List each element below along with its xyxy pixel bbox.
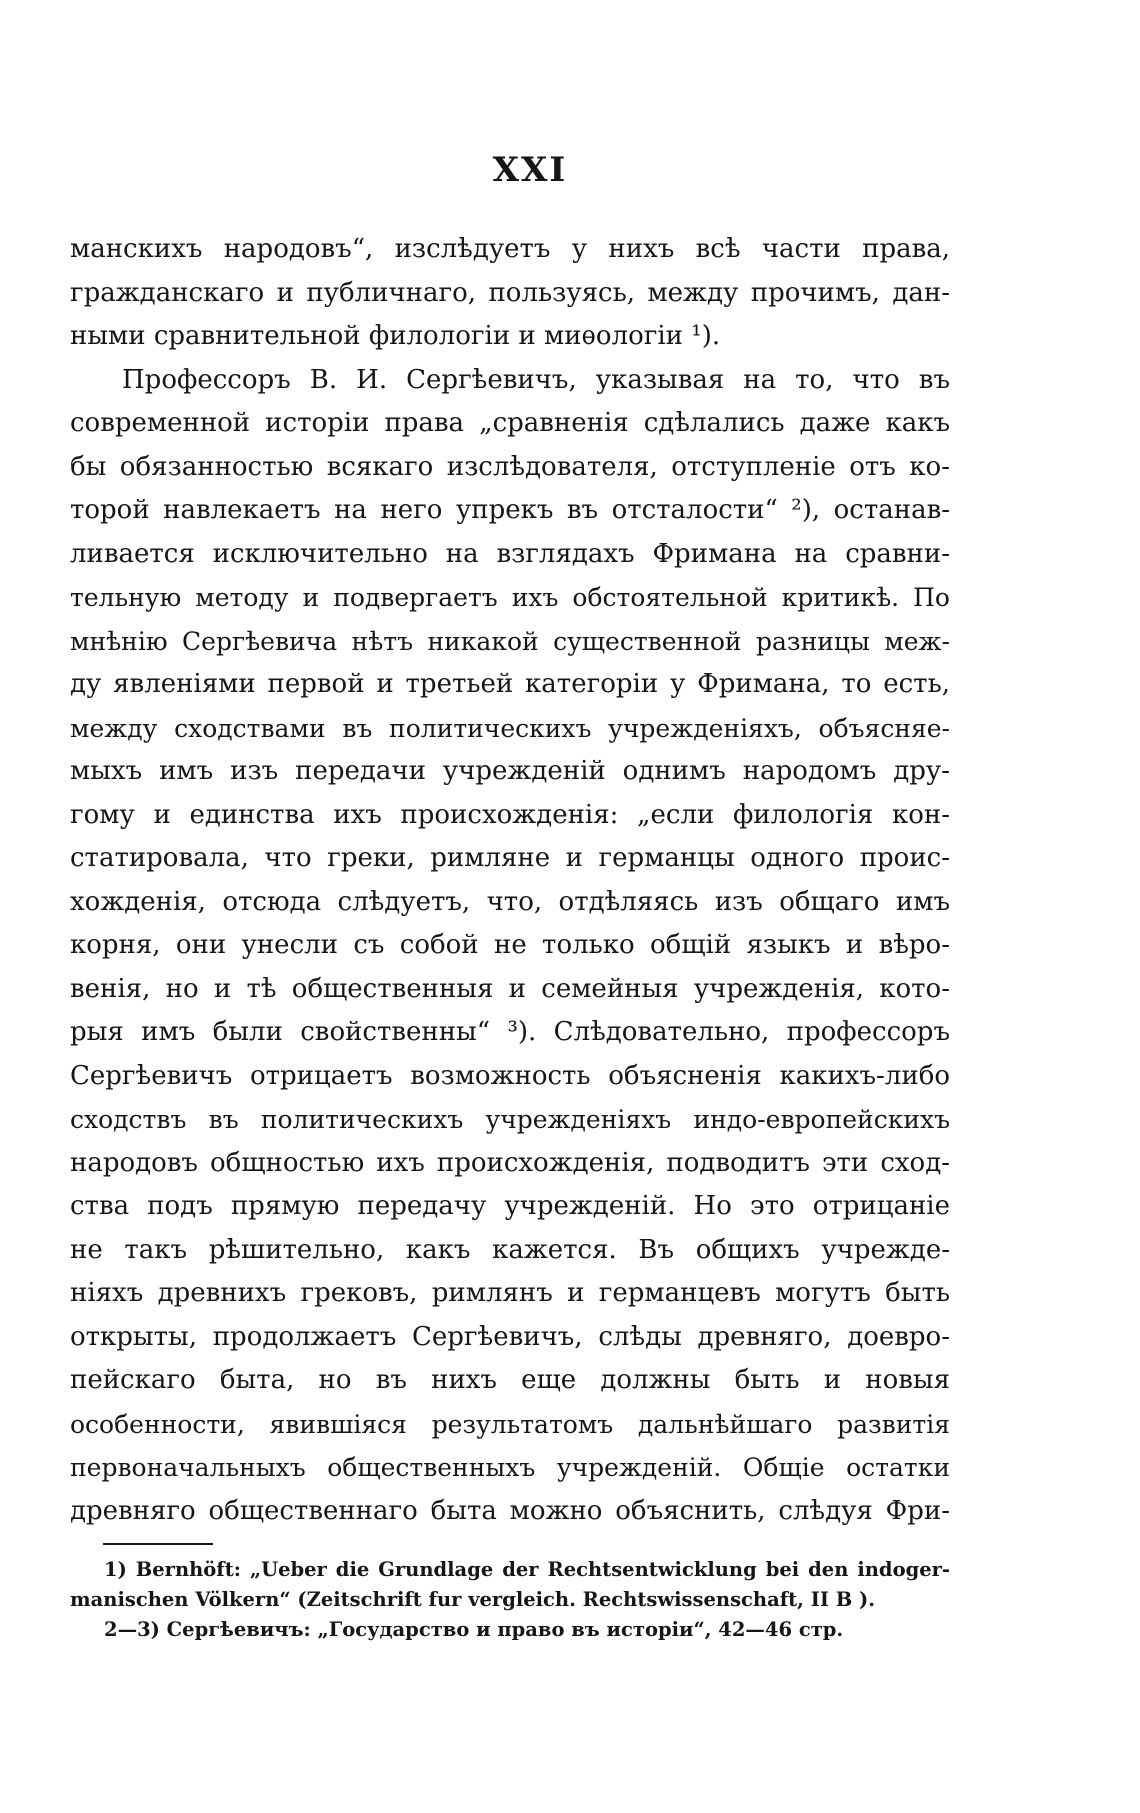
text-line: между сходствами въ политическихъ учрежденіяхъ, объясняе- [70, 713, 950, 743]
text-line: рыя имъ были свойственны“ ³). Слѣдовательно, профессоръ [70, 1017, 950, 1047]
text-line: хожденія, отсюда слѣдуетъ, что, отдѣляясь изъ общаго имъ [70, 886, 950, 917]
text-line: венія, но и тѣ общественныя и семейныя учрежденія, кото- [70, 973, 950, 1004]
text-line: бы обязанностью всякаго изслѣдователя, отступленіе отъ ко- [70, 451, 950, 482]
text-line: торой навлекаетъ на него упрекъ въ отсталости“ ²), останав- [70, 495, 950, 525]
page-number: XXI [492, 150, 568, 190]
text-line: мнѣнію Сергѣевича нѣтъ никакой существенной разницы меж- [70, 626, 950, 656]
text-line: ства подъ прямую передачу учрежденій. Но это отрицаніе [70, 1191, 950, 1221]
text-line: тельную методу и подвергаетъ ихъ обстоятельной критикѣ. По [70, 583, 950, 612]
text-line: корня, они унесли съ собой не только общій языкъ и вѣро- [70, 930, 950, 960]
text-line: пейскаго быта, но въ нихъ еще должны быть и новыя [70, 1365, 950, 1395]
footnotes [70, 1555, 950, 1645]
text-line: гому и единства ихъ происхожденія: „если филологія кон- [70, 799, 950, 830]
text-line: открыты, продолжаетъ Сергѣевичъ, слѣды древняго, доевро- [70, 1321, 950, 1352]
text-line: сходствъ въ политическихъ учрежденіяхъ индо-европейскихъ [70, 1105, 950, 1134]
text-line: народовъ общностью ихъ происхожденія, подводитъ эти сход- [70, 1147, 950, 1178]
footnote-line: 1) Bernhöft: „Ueber die Grundlage der Rechtsentwicklung bei den indoger- [104, 1558, 950, 1581]
text-line: ду явленіями первой и третьей категоріи у Фримана, то есть, [70, 669, 950, 699]
text-line: ливается исключительно на взглядахъ Фримана на сравни- [70, 538, 950, 569]
footnote-divider [103, 1543, 213, 1545]
text-line: статировала, что греки, римляне и германцы одного проис- [70, 843, 950, 873]
text-line: мыхъ имъ изъ передачи учрежденій однимъ народомъ дру- [70, 756, 950, 786]
text-line: манскихъ народовъ“, изслѣдуетъ у нихъ всѣ части права, [70, 234, 950, 264]
text-line: особенности, явившіяся результатомъ дальнѣйшаго развитія [70, 1409, 950, 1439]
body-text [70, 228, 950, 1533]
text-line: ными сравнительной филологіи и миѳологіи ¹). [70, 321, 721, 351]
text-line: современной исторіи права „сравненія сдѣлались даже какъ [70, 408, 950, 438]
text-line: Сергѣевичъ отрицаетъ возможность объясненія какихъ-либо [70, 1060, 950, 1091]
text-line: Профессоръ В. И. Сергѣевичъ, указывая на то, что въ [122, 364, 950, 395]
text-line: гражданскаго и публичнаго, пользуясь, между прочимъ, дан- [70, 277, 950, 308]
text-line: ніяхъ древнихъ грековъ, римлянъ и германцевъ могутъ быть [70, 1278, 950, 1308]
text-line: первоначальныхъ общественныхъ учрежденій. Общіе остатки [70, 1453, 950, 1482]
text-line: не такъ рѣшительно, какъ кажется. Въ общихъ учрежде- [70, 1234, 950, 1265]
footnote-line: 2—3) Сергѣевичъ: „Государство и право въ исторіи“, 42—46 стр. [104, 1618, 844, 1641]
text-line: древняго общественнаго быта можно объяснить, слѣдуя Фри- [70, 1495, 950, 1526]
footnote-line: manischen Völkern“ (Zeitschrift fur vergleich. Rechtswissenschaft, II B ). [70, 1588, 876, 1611]
